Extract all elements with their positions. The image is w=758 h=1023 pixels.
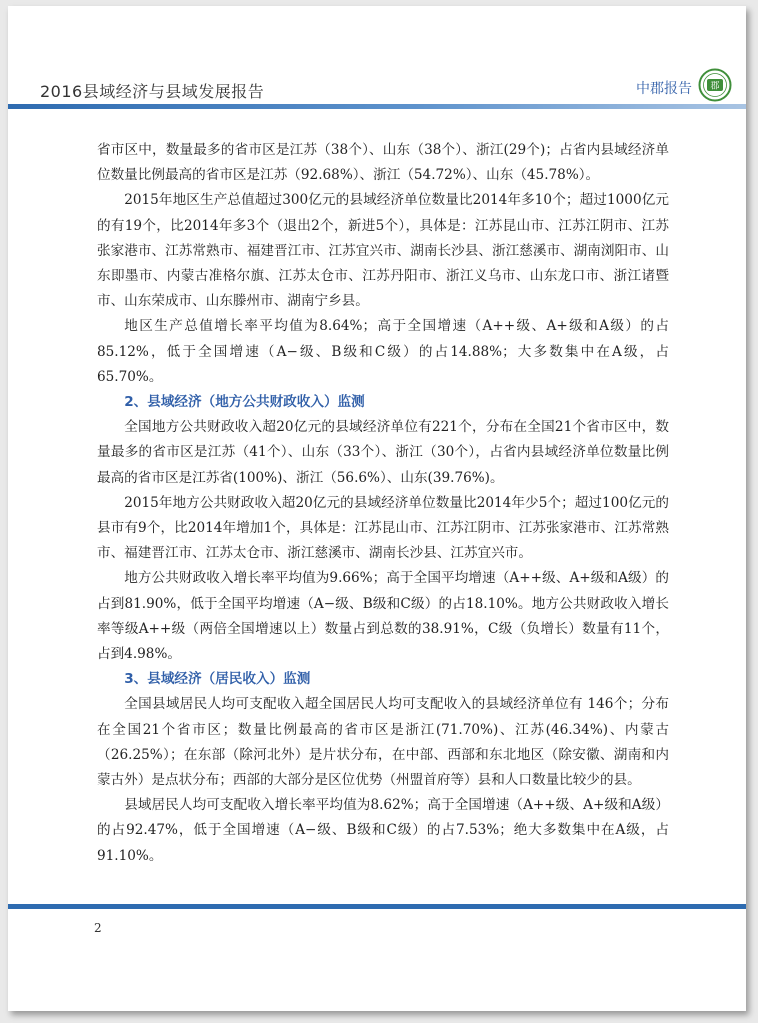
report-page bbox=[8, 6, 746, 1011]
section-heading: 2、县域经济（地方公共财政收入）监测 bbox=[124, 394, 365, 411]
svg-text:郡: 郡 bbox=[710, 81, 720, 92]
paragraph: 全国地方公共财政收入超20亿元的县域经济单位有221个，分布在全国21个省市区中，数量最多的省市区是江苏（41个）、山东（33个）、浙江（30个），占省内县域经济单位数量比例最高的省市区是江苏省(100%)、浙江（56.6%）、山东(39.76%)。 bbox=[97, 419, 669, 486]
running-title: 2016县域经济与县域发展报告 bbox=[40, 82, 265, 101]
brand-logo-icon bbox=[698, 68, 732, 102]
paragraph: 省市区中，数量最多的省市区是江苏（38个）、山东（38个）、浙江(29个)；占省内县域经济单位数量比例最高的省市区是江苏（92.68%）、浙江（54.72%）、山东（45.78%）。 bbox=[97, 142, 669, 184]
section-heading: 3、县域经济（居民收入）监测 bbox=[124, 671, 311, 688]
paragraph: 地区生产总值增长率平均值为8.64%；高于全国增速（A++级、A+级和A级）的占85.12%，低于全国增速（A−级、B级和C级）的占14.88%；大多数集中在A级，占65.70%。 bbox=[97, 318, 669, 385]
footer-rule bbox=[8, 904, 746, 909]
paragraph: 2015年地区生产总值超过300亿元的县域经济单位数量比2014年多10个；超过1000亿元的有19个，比2014年多3个（退出2个，新进5个），具体是：江苏昆山市、江苏江阴市、江苏张家港市、江苏常熟市、福建晋江市、江苏宜兴市、湖南长沙县、浙江慈溪市、湖南浏阳市、山东即墨市、内蒙古准格尔旗、江苏太仓市、江苏丹阳市、浙江义乌市、山东龙口市、浙江诸暨市、山东荣成市、山东滕州市、湖南宁乡县。 bbox=[97, 192, 669, 310]
paragraph: 地方公共财政收入增长率平均值为9.66%；高于全国平均增速（A++级、A+级和A级）的占到81.90%，低于全国平均增速（A−级、B级和C级）的占18.10%。地方公共财政收入增长率等级A++级（两倍全国增速以上）数量占到总数的38.91%，C级（负增长）数量有11个，占到4.98%。 bbox=[97, 570, 669, 663]
paragraph: 2015年地方公共财政收入超20亿元的县域经济单位数量比2014年少5个；超过100亿元的县市有9个，比2014年增加1个，具体是：江苏昆山市、江苏江阴市、江苏张家港市、江苏常熟市、福建晋江市、江苏太仓市、浙江慈溪市、湖南长沙县、江苏宜兴市。 bbox=[97, 494, 669, 562]
header-rule bbox=[8, 104, 746, 109]
report-body bbox=[97, 138, 669, 869]
page-number: 2 bbox=[94, 921, 102, 935]
paragraph: 县域居民人均可支配收入增长率平均值为8.62%；高于全国增速（A++级、A+级和A级）的占92.47%，低于全国增速（A−级、B级和C级）的占7.53%；绝大多数集中在A级，占91.10%。 bbox=[97, 797, 669, 864]
brand-label: 中郡报告 bbox=[636, 81, 692, 97]
page-header bbox=[8, 66, 746, 114]
paragraph: 全国县域居民人均可支配收入超全国居民人均可支配收入的县域经济单位有 146个；分布在全国21个省市区；数量比例最高的省市区是浙江(71.70%)、江苏(46.34%)、内蒙古（26.25%）；在东部（除河北外）是片状分布，在中部、西部和东北地区（除安徽、湖南和内蒙古外）是点状分布；西部的大部分是区位优势（州盟首府等）县和人口数量比较少的县。 bbox=[97, 696, 669, 789]
